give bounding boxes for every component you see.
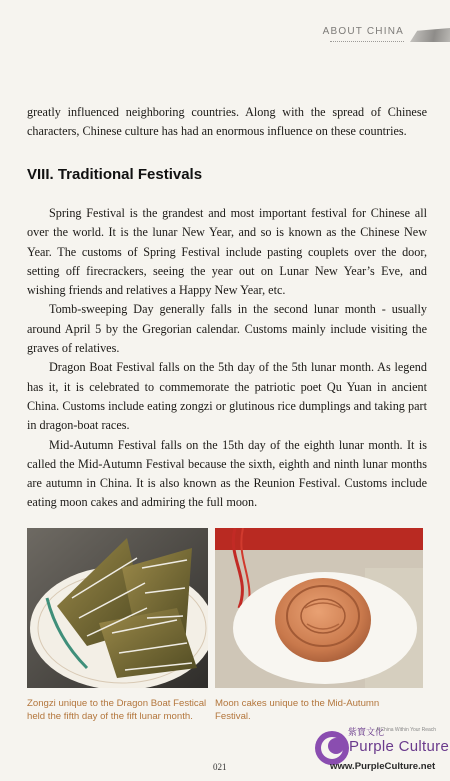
header-dotted-rule xyxy=(330,41,404,42)
paragraph-tomb-sweeping: Tomb-sweeping Day generally falls in the second lunar month - usually around April 5 by the Gregorian calendar. Customs mainly include visiting the graves of relatives. xyxy=(27,302,427,356)
paragraph-spring-festival: Spring Festival is the grandest and most important festival for Chinese all over the world. It is the lunar New Year, and so is known as the Chinese New Year. The customs of Spring Festival include pasting couplets over the door, setting off firecrackers, seeing the year out on Lunar New Year’s Eve, and wishing friends and relatives a Happy New Year, etc. xyxy=(27,206,427,298)
paragraph-dragon-boat: Dragon Boat Festival falls on the 5th day of the 5th lunar month. As legend has it, it is celebrated to commemorate the patriotic poet Qu Yuan in ancient China. Customs include eating zongzi or glutinous rice dumplings and taking part in dragon-boat races. xyxy=(27,360,427,433)
section-label: ABOUT CHINA xyxy=(322,26,404,37)
intro-block xyxy=(27,103,427,142)
mooncake-photo xyxy=(215,528,423,688)
mooncake-caption: Moon cakes unique to the Mid-Autumn Festival. xyxy=(215,698,380,722)
zongzi-photo xyxy=(27,528,208,688)
page-header xyxy=(0,0,450,52)
mooncake-illustration xyxy=(215,528,423,688)
page-number: 021 xyxy=(213,762,227,772)
section-heading: VIII. Traditional Festivals xyxy=(27,166,203,183)
zongzi-illustration xyxy=(27,528,208,688)
watermark-logo xyxy=(312,724,450,781)
watermark-chinese: 紫寶文化 xyxy=(348,728,385,738)
watermark-brand: Purple Culture xyxy=(349,738,450,755)
watermark-tagline: A China Within Your Reach xyxy=(376,727,437,733)
festival-body xyxy=(27,204,427,513)
zongzi-caption: Zongzi unique to the Dragon Boat Festical held the fifth day of the fift lunar month. xyxy=(27,698,207,722)
watermark-url: www.PurpleCulture.net xyxy=(330,761,436,772)
paragraph-mid-autumn: Mid-Autumn Festival falls on the 15th day of the eighth lunar month. It is called the Mid-Autumn Festival because the sixth, eighth and ninth lunar months are autumn in China. It is also known as the Reunion Festival. Customs include eating moon cakes and admiring the full moon. xyxy=(27,437,427,510)
intro-paragraph: greatly influenced neighboring countries. Along with the spread of Chinese characters, Chinese culture has had an enormous influence on these countries. xyxy=(27,105,427,139)
header-ornament xyxy=(410,28,450,42)
